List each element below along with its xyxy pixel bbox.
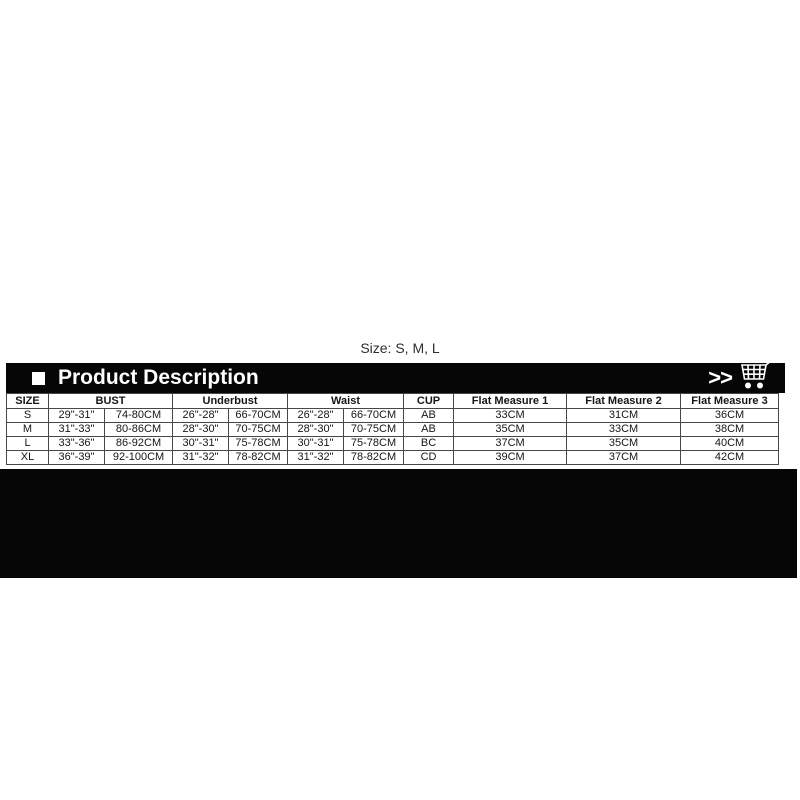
- cell: BC: [404, 437, 454, 451]
- cell: 75-78CM: [229, 437, 288, 451]
- col-header-underbust: Underbust: [173, 394, 288, 409]
- cell: XL: [7, 451, 49, 465]
- cell: 26"-28": [288, 409, 344, 423]
- cell: 66-70CM: [344, 409, 404, 423]
- cell: 28"-30": [288, 423, 344, 437]
- cell: 70-75CM: [344, 423, 404, 437]
- cell: AB: [404, 423, 454, 437]
- cell: 74-80CM: [105, 409, 173, 423]
- size-note: Size: S, M, L: [360, 340, 440, 356]
- table-header-row: [7, 394, 779, 409]
- cell: 36"-39": [49, 451, 105, 465]
- cell: 86-92CM: [105, 437, 173, 451]
- cell: 78-82CM: [229, 451, 288, 465]
- cell: 70-75CM: [229, 423, 288, 437]
- cell: 37CM: [567, 451, 681, 465]
- bottom-black-band: [0, 469, 797, 578]
- cell: L: [7, 437, 49, 451]
- col-header-flat-measure-1: Flat Measure 1: [454, 394, 567, 409]
- shopping-cart-icon: [739, 358, 775, 394]
- cell: 31"-32": [288, 451, 344, 465]
- double-arrow-icon: >>: [708, 365, 732, 390]
- cell: S: [7, 409, 49, 423]
- cell: 39CM: [454, 451, 567, 465]
- cell: 30"-31": [173, 437, 229, 451]
- cell: M: [7, 423, 49, 437]
- cell: 31"-32": [173, 451, 229, 465]
- col-header-waist: Waist: [288, 394, 404, 409]
- cell: 30"-31": [288, 437, 344, 451]
- cell: 31CM: [567, 409, 681, 423]
- cell: CD: [404, 451, 454, 465]
- col-header-flat-measure-3: Flat Measure 3: [681, 394, 779, 409]
- cell: AB: [404, 409, 454, 423]
- go-to-cart-button[interactable]: [708, 363, 775, 394]
- cell: 29"-31": [49, 409, 105, 423]
- cell: 31"-33": [49, 423, 105, 437]
- table-row-m: [7, 423, 779, 437]
- cell: 33CM: [454, 409, 567, 423]
- cell: 35CM: [567, 437, 681, 451]
- col-header-flat-measure-2: Flat Measure 2: [567, 394, 681, 409]
- table-row-l: [7, 437, 779, 451]
- cell: 38CM: [681, 423, 779, 437]
- table-row-xl: [7, 451, 779, 465]
- col-header-cup: CUP: [404, 394, 454, 409]
- cell: 78-82CM: [344, 451, 404, 465]
- product-description-header: [6, 363, 785, 393]
- cell: 33CM: [567, 423, 681, 437]
- cell: 37CM: [454, 437, 567, 451]
- square-bullet-icon: [32, 372, 45, 385]
- cell: 35CM: [454, 423, 567, 437]
- cell: 66-70CM: [229, 409, 288, 423]
- cell: 28"-30": [173, 423, 229, 437]
- section-title: Product Description: [58, 366, 259, 389]
- col-header-bust: BUST: [49, 394, 173, 409]
- cell: 92-100CM: [105, 451, 173, 465]
- cell: 42CM: [681, 451, 779, 465]
- cell: 26"-28": [173, 409, 229, 423]
- cell: 75-78CM: [344, 437, 404, 451]
- cell: 40CM: [681, 437, 779, 451]
- table-row-s: [7, 409, 779, 423]
- cell: 36CM: [681, 409, 779, 423]
- cell: 33"-36": [49, 437, 105, 451]
- cell: 80-86CM: [105, 423, 173, 437]
- size-chart-table: [6, 393, 779, 465]
- col-header-size: SIZE: [7, 394, 49, 409]
